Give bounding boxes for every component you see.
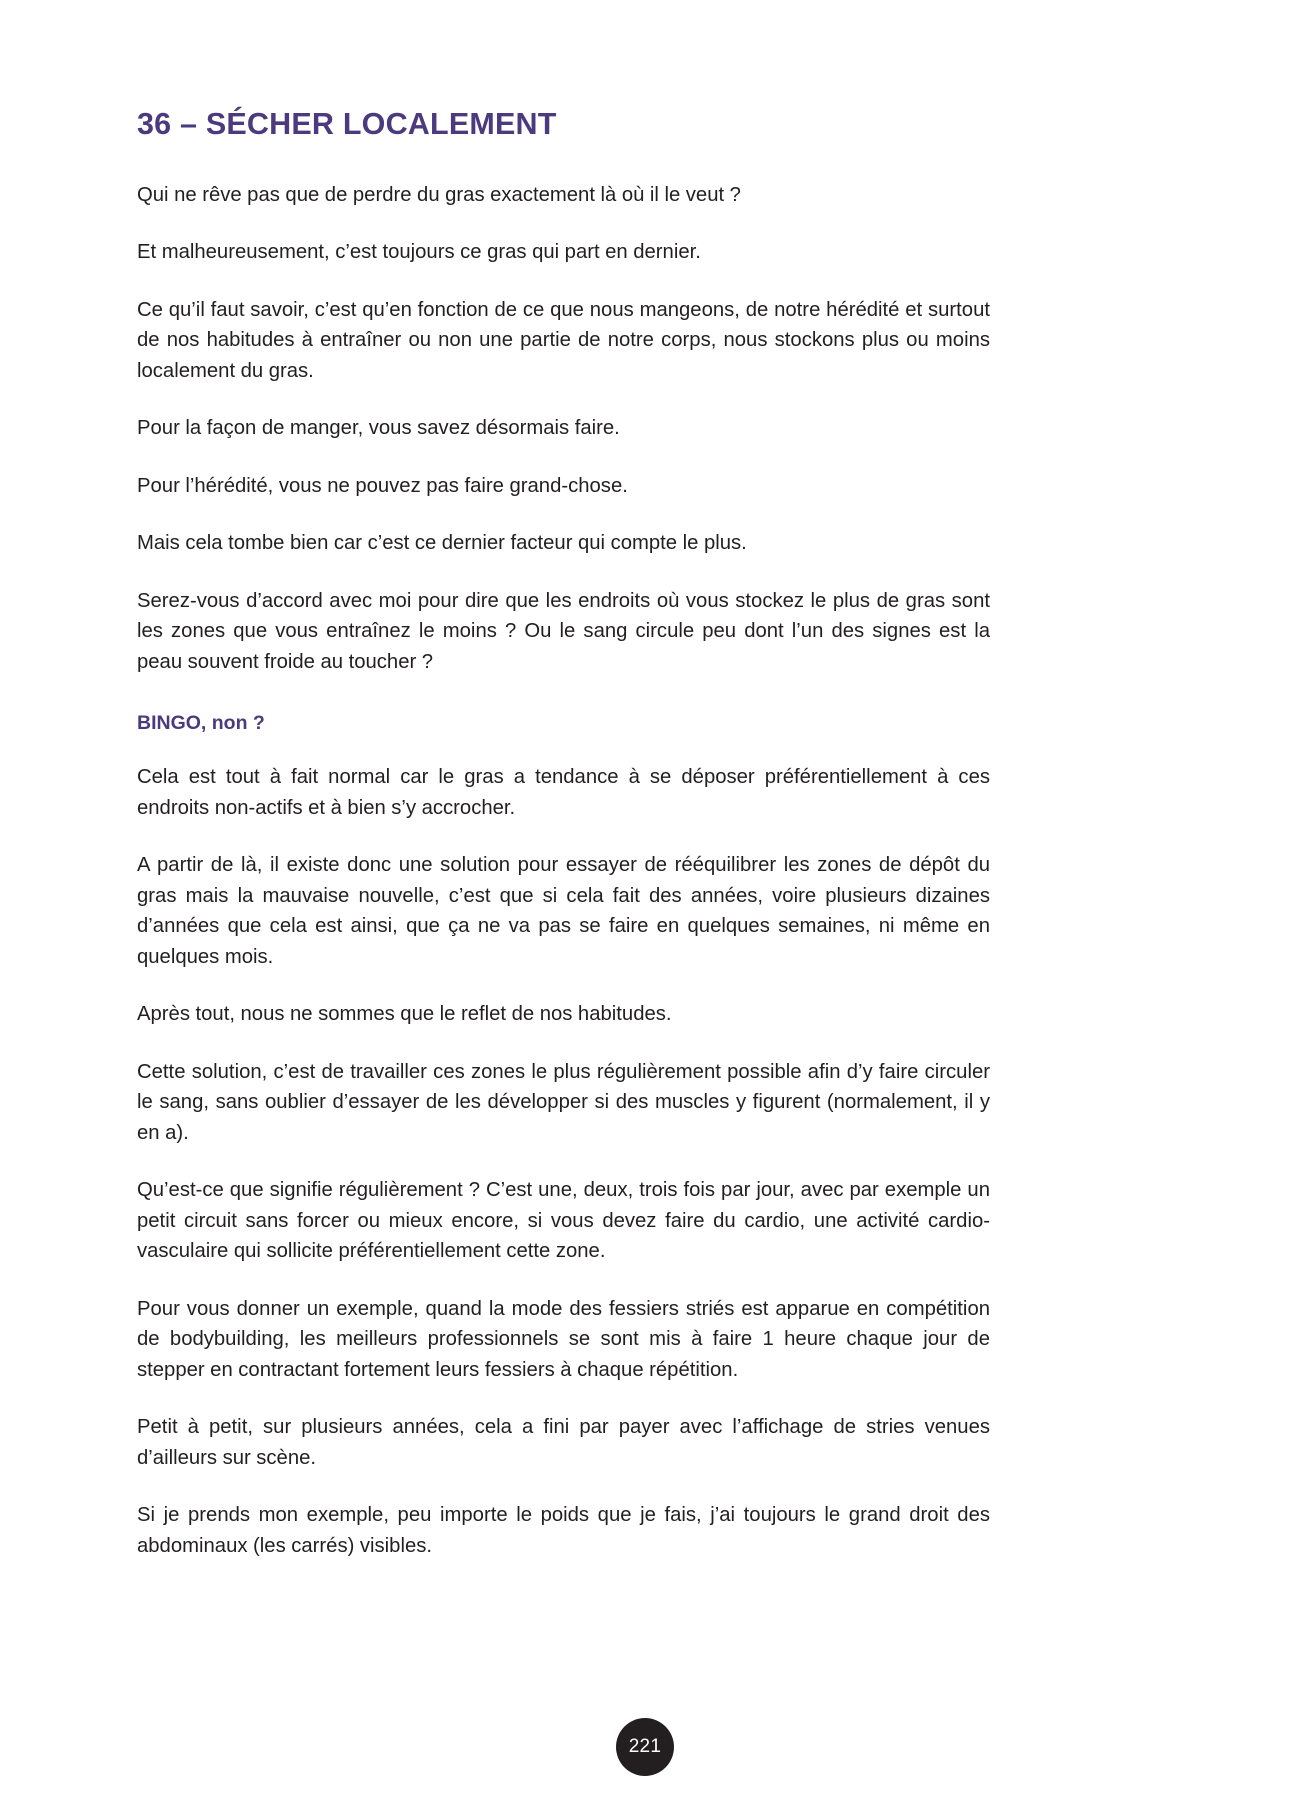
paragraph: Qu’est-ce que signifie régulièrement ? C’est une, deux, trois fois par jour, avec par exemple un petit circuit sans forcer ou mieux encore, si vous devez faire du cardio, une activité cardio-vasculaire qui sollicite préférentiellement cette zone. (137, 1179, 990, 1263)
section-subheading: BINGO, non ? (137, 712, 265, 735)
paragraph: Pour l’hérédité, vous ne pouvez pas faire grand-chose. (137, 474, 628, 497)
paragraph: Qui ne rêve pas que de perdre du gras exactement là où il le veut ? (137, 183, 741, 206)
paragraph: Si je prends mon exemple, peu importe le poids que je fais, j’ai toujours le grand droit des abdominaux (les carrés) visibles. (137, 1504, 990, 1557)
page-content (137, 108, 990, 1588)
page-number-badge (616, 1718, 674, 1776)
paragraph: Et malheureusement, c’est toujours ce gras qui part en dernier. (137, 241, 701, 264)
paragraph: Ce qu’il faut savoir, c’est qu’en fonction de ce que nous mangeons, de notre hérédité et surtout de nos habitudes à entraîner ou non une partie de notre corps, nous stockons plus ou moins localement du gras. (137, 298, 990, 382)
chapter-title: 36 – SÉCHER LOCALEMENT (137, 107, 557, 141)
paragraph: Pour vous donner un exemple, quand la mode des fessiers striés est apparue en compétition de bodybuilding, les meilleurs professionnels se sont mis à faire 1 heure chaque jour de stepper en contractant fortement leurs fessiers à chaque répétition. (137, 1297, 990, 1381)
paragraph: Mais cela tombe bien car c’est ce dernier facteur qui compte le plus. (137, 532, 747, 555)
paragraph: Petit à petit, sur plusieurs années, cela a fini par payer avec l’affichage de stries venues d’ailleurs sur scène. (137, 1416, 990, 1469)
paragraph: Après tout, nous ne sommes que le reflet de nos habitudes. (137, 1003, 672, 1026)
paragraph: Pour la façon de manger, vous savez désormais faire. (137, 417, 620, 440)
paragraph: Cela est tout à fait normal car le gras a tendance à se déposer préférentiellement à ces endroits non-actifs et à bien s’y accrocher. (137, 766, 990, 819)
paragraph: A partir de là, il existe donc une solution pour essayer de rééquilibrer les zones de dépôt du gras mais la mauvaise nouvelle, c’est que si cela fait des années, voire plusieurs dizaines d’années que cela est ainsi, que ça ne va pas se faire en quelques semaines, ni même en quelques mois. (137, 854, 990, 968)
paragraph: Cette solution, c’est de travailler ces zones le plus régulièrement possible afin d’y faire circuler le sang, sans oublier d’essayer de les développer si des muscles y figurent (normalement, il y en a). (137, 1060, 990, 1144)
paragraph: Serez-vous d’accord avec moi pour dire que les endroits où vous stockez le plus de gras sont les zones que vous entraînez le moins ? Ou le sang circule peu dont l’un des signes est la peau souvent froide au toucher ? (137, 589, 990, 673)
page-number-label: 221 (628, 1736, 662, 1757)
